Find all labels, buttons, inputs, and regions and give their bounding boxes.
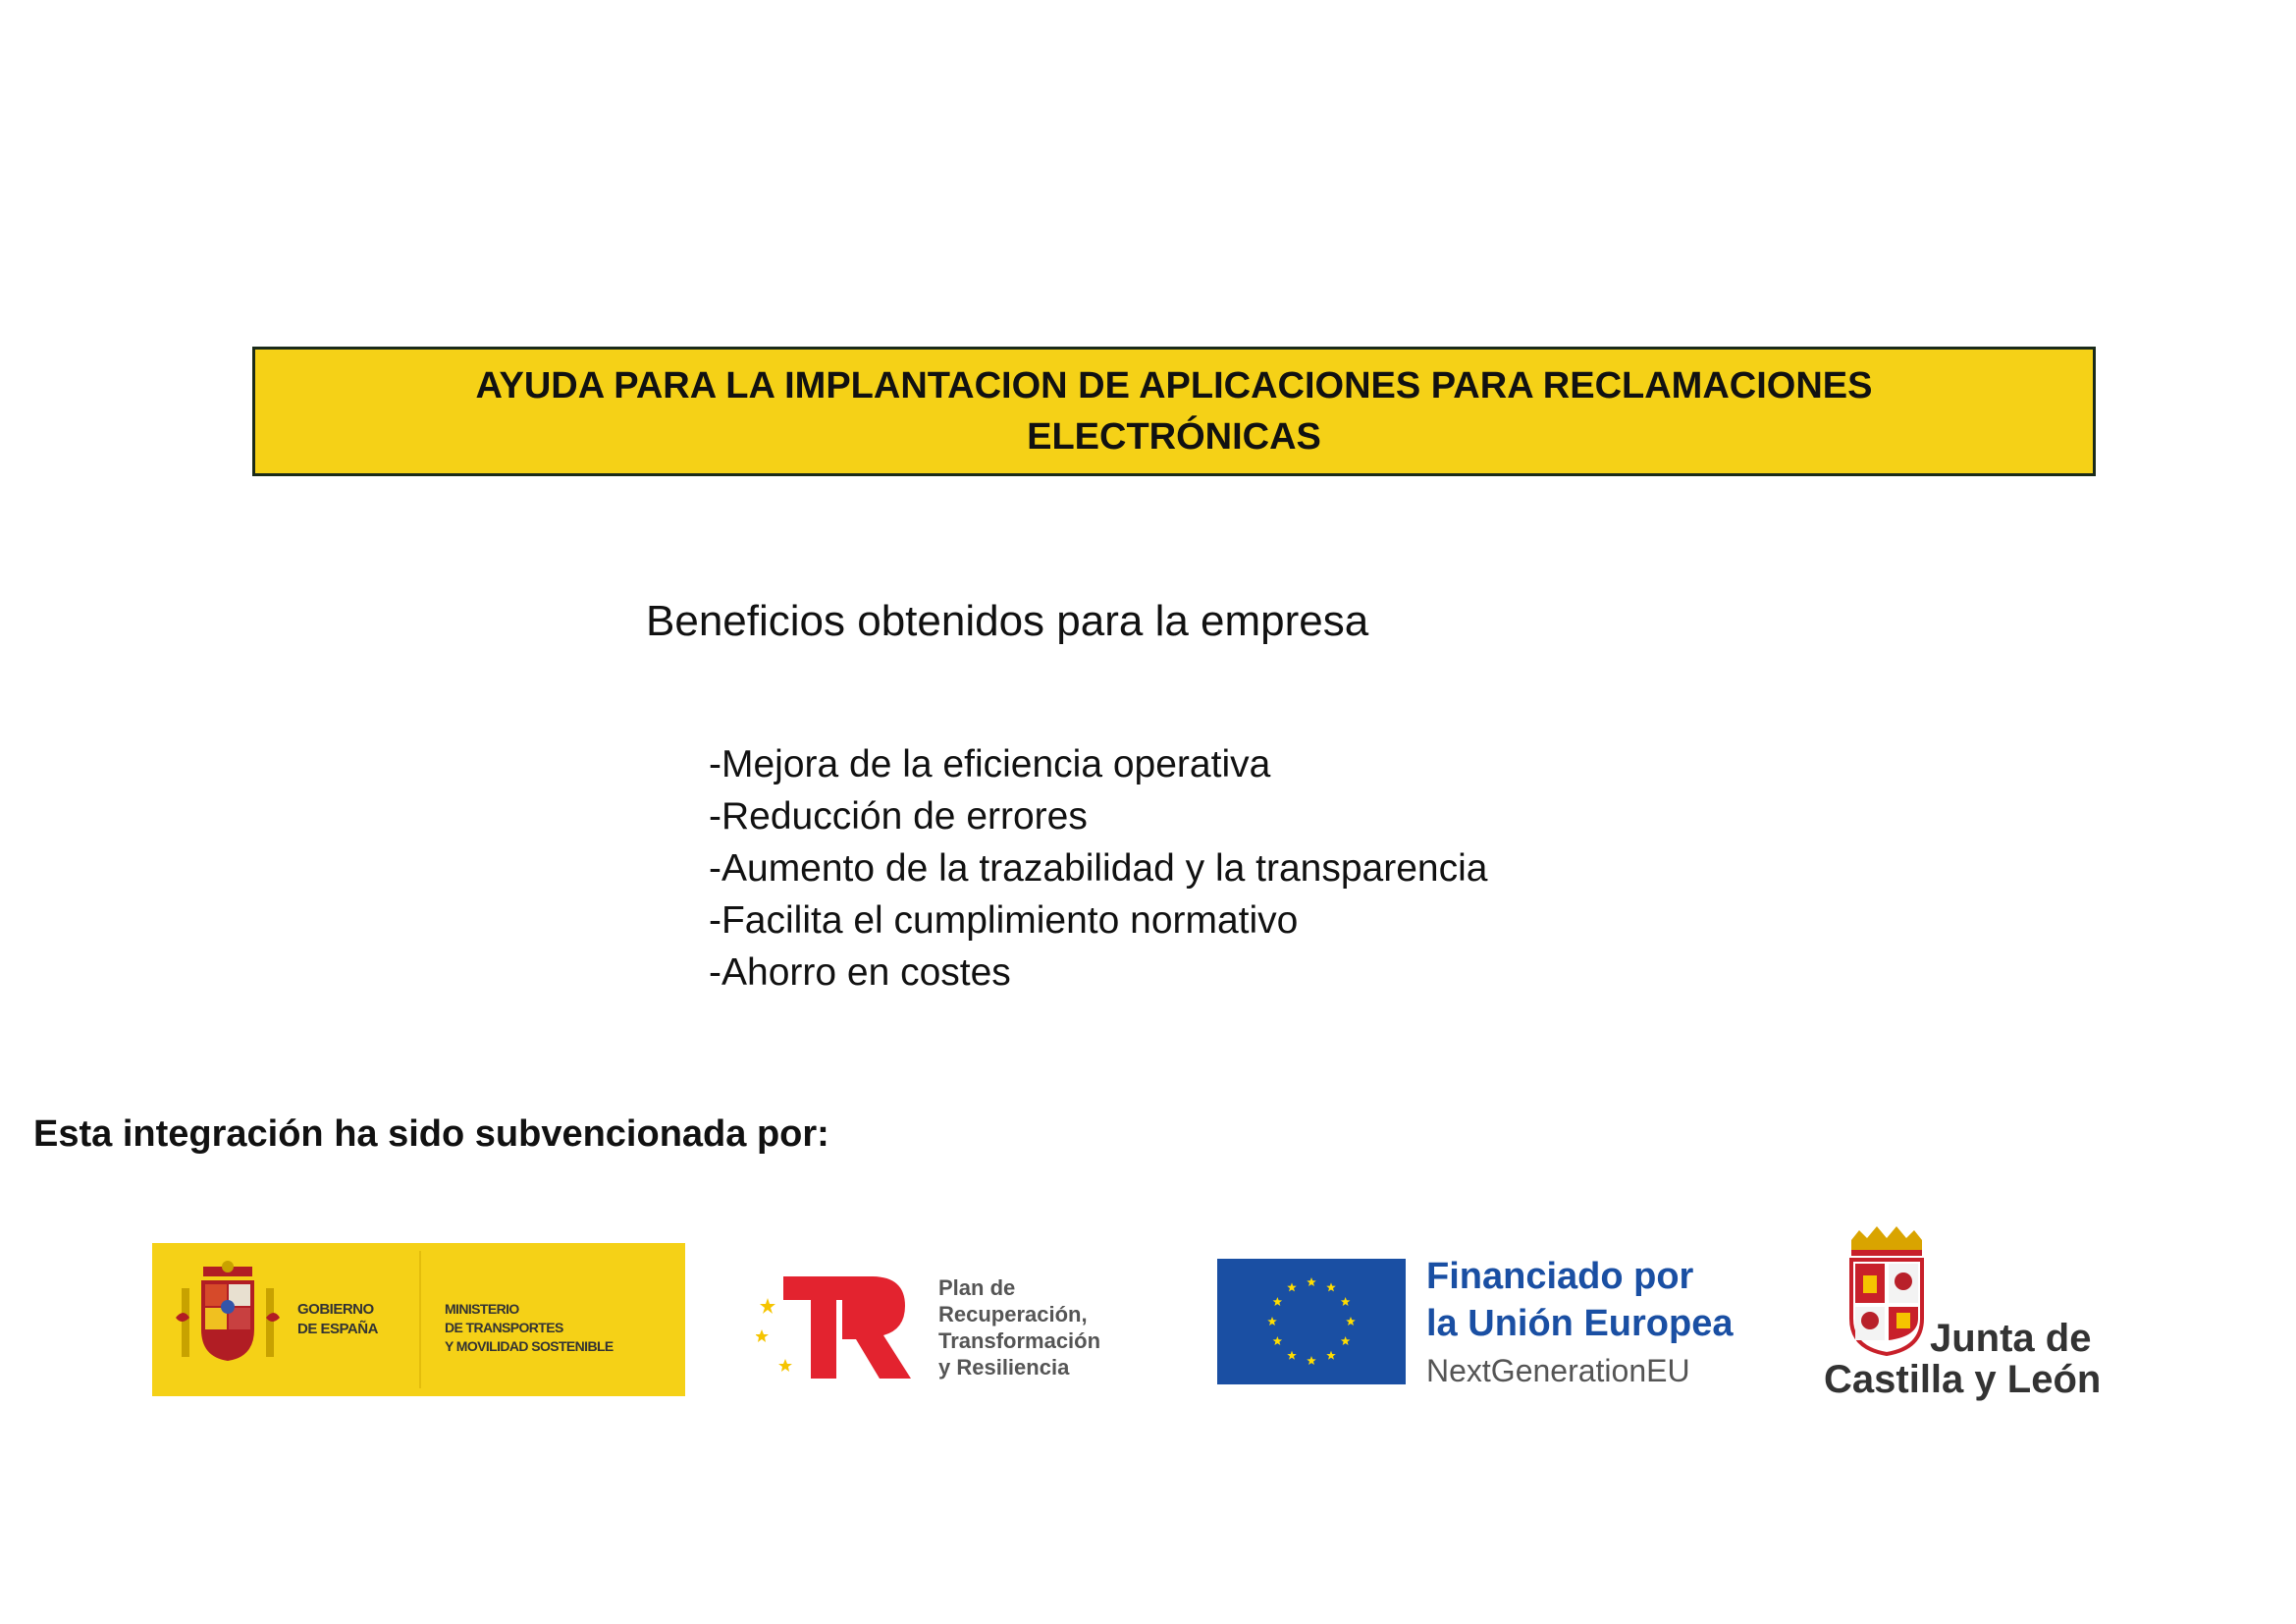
next-generation-text: NextGenerationEU [1426,1353,1690,1388]
ministry-text: MINISTERIO DE TRANSPORTES Y MOVILIDAD SOSTENIBLE [445,1301,614,1354]
list-item: -Aumento de la trazabilidad y la transparencia [709,847,1488,890]
list-item: -Facilita el cumplimiento normativo [709,899,1299,942]
union-europea-logo [1217,1253,1767,1400]
benefits-list [709,738,1487,999]
plan-recuperacion-logo [756,1259,1148,1396]
title-line-2: ELECTRÓNICAS [1027,416,1321,458]
eu-financed-text: Financiado por la Unión Europea [1426,1256,1734,1344]
junta-text: Junta de [1930,1317,2092,1360]
list-item: -Mejora de la eficiencia operativa [709,743,1271,785]
eu-flag-icon [1217,1259,1406,1384]
title-line-1: AYUDA PARA LA IMPLANTACION DE APLICACIONES PARA RECLAMACIONES [475,365,1873,406]
castilla-leon-text: Castilla y León [1824,1358,2102,1401]
list-item: -Ahorro en costes [709,951,1011,994]
subsidy-text: Esta integración ha sido subvencionada por: [33,1113,829,1155]
benefits-heading: Beneficios obtenidos para la empresa [646,597,1369,645]
title-banner [252,347,2096,476]
junta-castilla-leon-logo [1814,1222,2109,1409]
jcyl-shield-icon [1845,1222,1928,1356]
logo-divider [419,1251,421,1388]
prtr-text: Plan de Recuperación, Transformación y Resiliencia [938,1275,1101,1380]
list-item: -Reducción de errores [709,795,1088,838]
coat-of-arms-icon [174,1259,282,1380]
gobierno-espana-logo [152,1243,685,1396]
prtr-mark-icon [756,1269,923,1386]
gobierno-text: GOBIERNO DE ESPAÑA [297,1301,378,1337]
